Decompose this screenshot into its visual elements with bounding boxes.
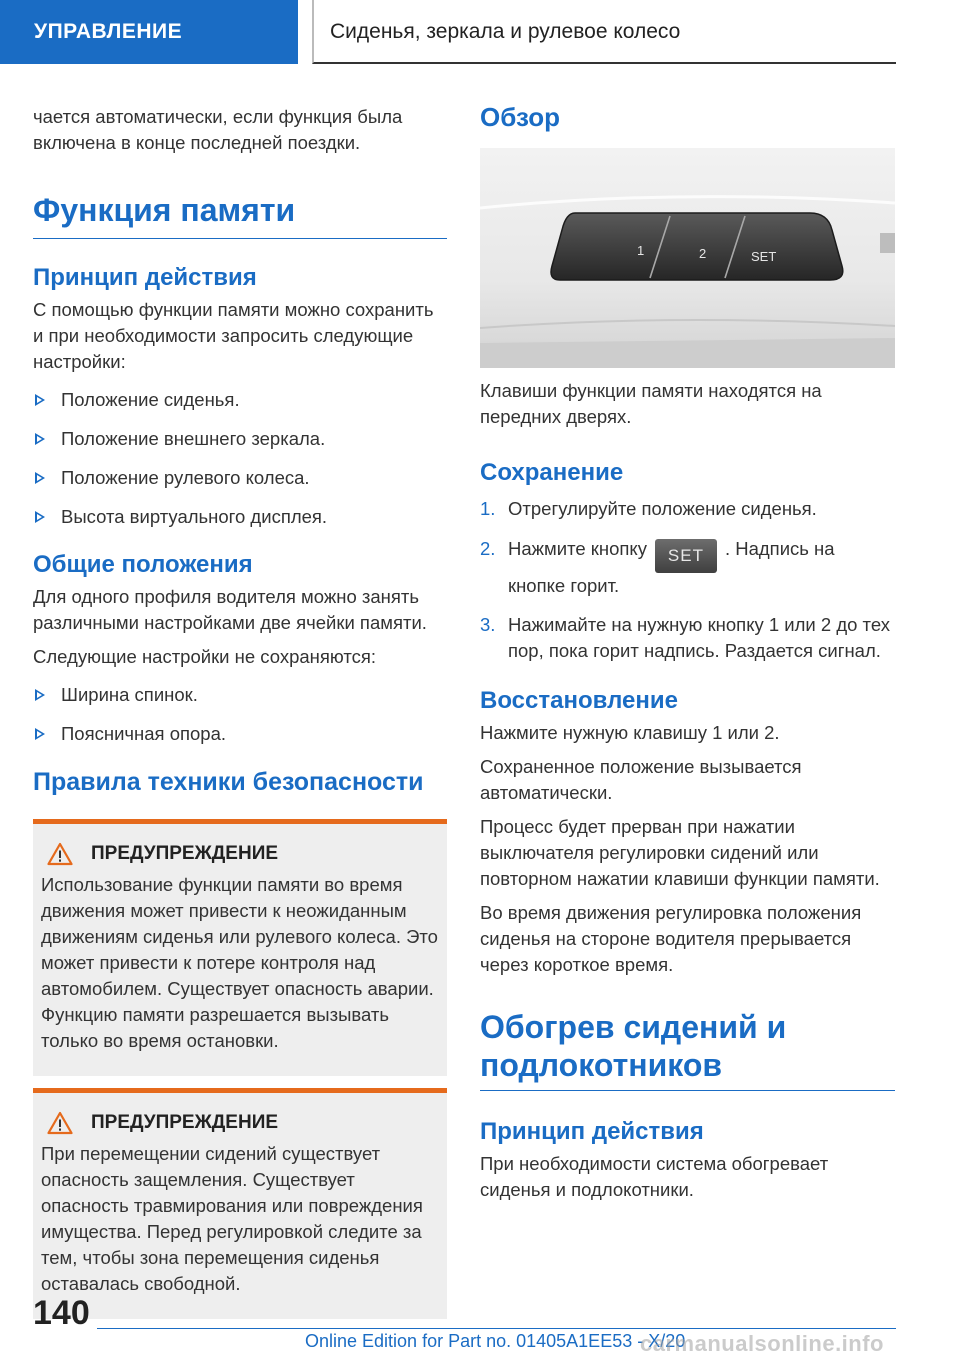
- warning-box-2: [33, 1088, 447, 1319]
- restore-text-3: Процесс будет прерван при нажатии выключателя регулировки сидений или повторном нажатии клавиши функции памяти.: [480, 816, 880, 889]
- list-item: Поясничная опора.: [33, 721, 447, 747]
- list-item: Высота виртуального дисплея.: [33, 504, 447, 530]
- list-item: Положение внешнего зеркала.: [33, 426, 447, 452]
- general-title: Общие положения: [33, 551, 253, 578]
- list-item: Ширина спинок.: [33, 682, 447, 708]
- warning-header: ПРЕДУПРЕЖДЕНИЕ: [41, 842, 439, 866]
- photo-button-2-label: 2: [699, 246, 707, 261]
- photo-button-set-label: SET: [751, 249, 777, 264]
- triangle-bullet-icon: [35, 728, 45, 740]
- not-saved-list: [33, 682, 447, 747]
- save-steps: [480, 496, 895, 664]
- warning-box-1: [33, 819, 447, 1076]
- triangle-bullet-icon: [35, 689, 45, 701]
- step-item: 2. Нажмите кнопку SET . Надпись на кнопке горит.: [480, 538, 835, 596]
- heating-title: Обогрев сидений и подлокотников: [480, 1008, 895, 1091]
- chapter-title: Сиденья, зеркала и рулевое колесо: [312, 0, 896, 64]
- step-item: 1. Отрегулируйте положение сиденья.: [480, 498, 817, 519]
- safety-title: Правила техники безопасности: [33, 768, 424, 796]
- principle-text: С помощью функции памяти можно сохранить и при необходимости запросить следующие настройки:: [33, 299, 434, 372]
- triangle-bullet-icon: [35, 472, 45, 484]
- restore-text-1: Нажмите нужную клавишу 1 или 2.: [480, 722, 780, 743]
- warning-text-1: Использование функции памяти во время движения может привести к неожиданным движениям сиденья или рулевого колеса. Это может привести к потере контроля над автомобилем. Существует опасность аварии. Функцию памяти разрешается вызывать только во время остановки.: [41, 874, 438, 1051]
- list-item: Положение сиденья.: [33, 387, 447, 413]
- photo-caption: Клавиши функции памяти находятся на передних дверях.: [480, 380, 822, 427]
- triangle-bullet-icon: [35, 394, 45, 406]
- restore-title: Восстановление: [480, 687, 678, 714]
- photo-button-1-label: 1: [637, 243, 645, 258]
- warning-header: ПРЕДУПРЕЖДЕНИЕ: [41, 1111, 439, 1135]
- warning-triangle-icon: [47, 1111, 73, 1135]
- section-tab: УПРАВЛЕНИЕ: [0, 0, 298, 64]
- principle-list: [33, 387, 447, 530]
- heating-principle-title: Принцип действия: [480, 1118, 704, 1145]
- general-text: Для одного профиля водителя можно занять различными настройками две ячейки памяти.: [33, 586, 427, 633]
- footer-divider: [97, 1328, 896, 1329]
- edition-text: Online Edition for Part no. 01405A1EE53 - X/20: [305, 1331, 686, 1351]
- overview-title: Обзор: [480, 102, 560, 132]
- warning-triangle-icon: [47, 842, 73, 866]
- principle-title: Принцип действия: [33, 264, 257, 291]
- not-saved-text: Следующие настройки не сохраняются:: [33, 646, 377, 667]
- intro-text: чается автоматически, если функция была включена в конце последней поездки.: [33, 106, 403, 153]
- list-item: Положение рулевого колеса.: [33, 465, 447, 491]
- save-title: Сохранение: [480, 459, 624, 486]
- restore-text-2: Сохраненное положение вызывается автоматически.: [480, 756, 802, 803]
- watermark: carmanualsonline.info: [640, 1331, 884, 1356]
- heating-text: При необходимости система обогревает сиденья и подлокотники.: [480, 1153, 829, 1200]
- triangle-bullet-icon: [35, 433, 45, 445]
- page-number: 140: [33, 1294, 90, 1332]
- triangle-bullet-icon: [35, 511, 45, 523]
- set-button-icon: SET: [655, 539, 717, 573]
- memory-title: Функция памяти: [33, 190, 447, 239]
- right-column: [480, 96, 895, 1203]
- warning-text-2: При перемещении сидений существует опасность защемления. Существует опасность травмирования или повреждения имущества. Перед регулировкой следите за тем, чтобы зона перемещения сиденья оставалась свободной.: [41, 1143, 423, 1294]
- memory-buttons-photo: [480, 148, 895, 368]
- step-item: 3. Нажимайте на нужную кнопку 1 или 2 до тех пор, пока горит надпись. Раздается сигнал.: [480, 614, 890, 661]
- restore-text-4: Во время движения регулировка положения сиденья на стороне водителя прерывается через короткое время.: [480, 902, 862, 975]
- left-column: [33, 96, 447, 1319]
